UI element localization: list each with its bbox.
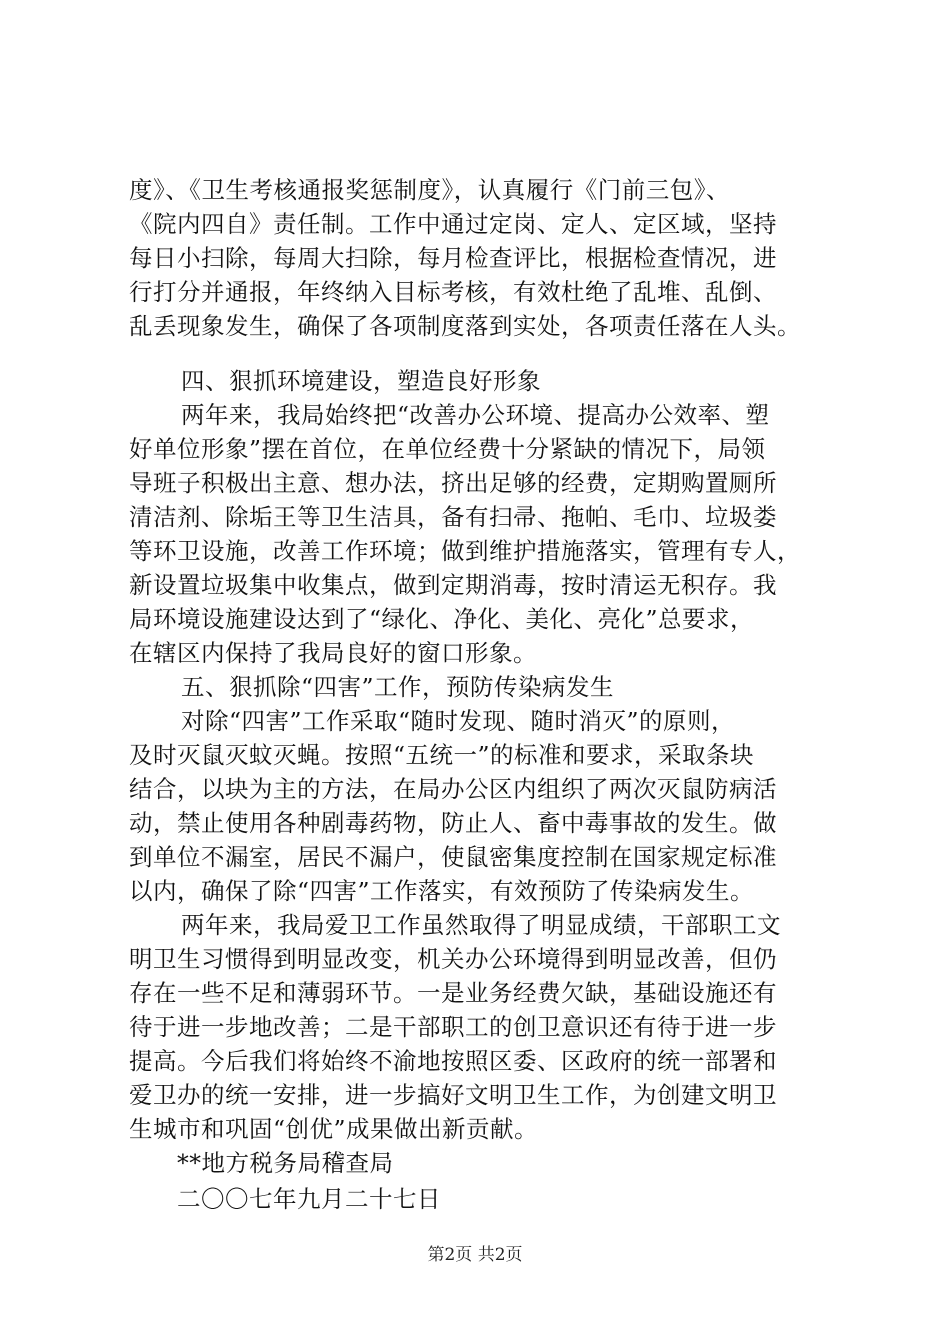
body-line: 提高。今后我们将始终不渝地按照区委、区政府的统一部署和 (129, 1047, 777, 1075)
body-line: 生城市和巩固“创优”成果做出新贡献。 (129, 1115, 539, 1143)
body-line: 《院内四自》责任制。工作中通过定岗、定人、定区域，坚持 (129, 210, 777, 238)
body-line: 及时灭鼠灭蚊灭蝇。按照“五统一”的标准和要求，采取条块 (129, 741, 755, 769)
body-line: 两年来，我局爱卫工作虽然取得了明显成绩，干部职工文 (181, 911, 781, 939)
body-line: 局环境设施建设达到了“绿化、净化、美化、亮化”总要求， (129, 605, 755, 633)
body-line: 等环卫设施，改善工作环境；做到维护措施落实，管理有专人， (129, 537, 801, 565)
body-line: 行打分并通报，年终纳入目标考核，有效杜绝了乱堆、乱倒、 (129, 278, 777, 306)
body-line: 对除“四害”工作采取“随时发现、随时消灭”的原则， (181, 707, 736, 735)
body-line: 清洁剂、除垢王等卫生洁具，备有扫帚、拖帕、毛巾、垃圾娄 (129, 503, 777, 531)
section-heading-four: 四、狠抓环境建设，塑造良好形象 (181, 367, 541, 395)
body-line: 结合，以块为主的方法，在局办公区内组织了两次灭鼠防病活 (129, 775, 777, 803)
signature-organization: **地方税务局稽查局 (177, 1149, 394, 1177)
body-line: 乱丢现象发生，确保了各项制度落到实处，各项责任落在人头。 (129, 312, 801, 340)
body-line: 动，禁止使用各种剧毒药物，防止人、畜中毒事故的发生。做 (129, 809, 777, 837)
body-line: 导班子积极出主意、想办法，挤出足够的经费，定期购置厕所 (129, 469, 777, 497)
body-line: 在辖区内保持了我局良好的窗口形象。 (129, 639, 537, 667)
body-line: 到单位不漏室，居民不漏户，使鼠密集度控制在国家规定标准 (129, 843, 777, 871)
body-line: 两年来，我局始终把“改善办公环境、提高办公效率、塑 (181, 401, 770, 429)
page-number-footer: 第2页 共2页 (427, 1245, 523, 1265)
body-line: 待于进一步地改善；二是干部职工的创卫意识还有待于进一步 (129, 1013, 777, 1041)
body-line: 好单位形象”摆在首位，在单位经费十分紧缺的情况下，局领 (129, 435, 766, 463)
body-line: 新设置垃圾集中收集点，做到定期消毒，按时清运无积存。我 (129, 571, 777, 599)
body-line: 明卫生习惯得到明显改变，机关办公环境得到明显改善，但仍 (129, 945, 777, 973)
body-line: 以内，确保了除“四害”工作落实，有效预防了传染病发生。 (129, 877, 755, 905)
body-line: 爱卫办的统一安排，进一步搞好文明卫生工作，为创建文明卫 (129, 1081, 777, 1109)
section-heading-five: 五、狠抓除“四害”工作，预防传染病发生 (181, 673, 615, 701)
body-line: 度》、《卫生考核通报奖惩制度》，认真履行《门前三包》、 (129, 176, 730, 204)
body-line: 存在一些不足和薄弱环节。一是业务经费欠缺，基础设施还有 (129, 979, 777, 1007)
body-line: 每日小扫除，每周大扫除，每月检查评比，根据检查情况，进 (129, 244, 777, 272)
signature-date: 二〇〇七年九月二十七日 (177, 1185, 441, 1213)
